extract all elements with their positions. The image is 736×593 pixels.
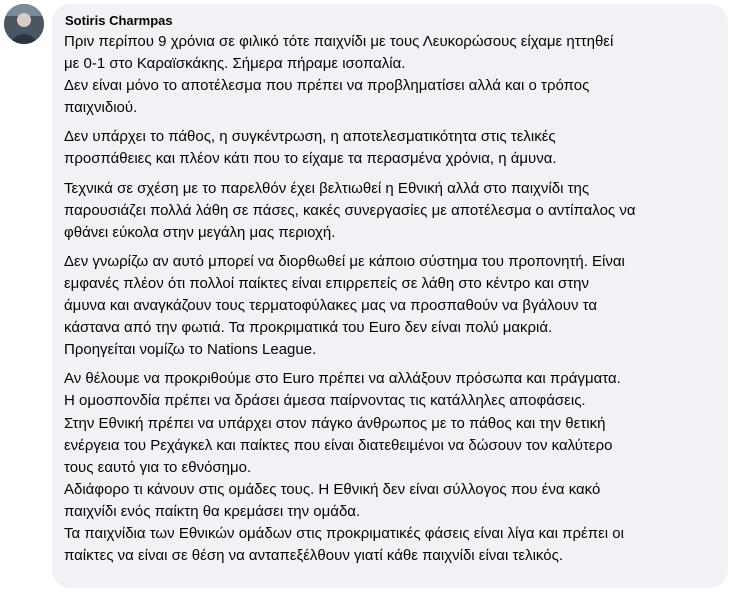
comment-text [64,31,716,567]
comment-line: παρουσιάζει πολλά λάθη σε πάσες, κακές συνεργασίες με αποτέλεσμα ο αντίπαλος να [64,201,636,219]
comment-paragraph [64,31,716,119]
profile-photo-icon [4,4,44,44]
avatar[interactable] [4,4,44,44]
comment-author[interactable]: Sotiris Charmpas [65,13,173,28]
comment-line: εμφανές πλέον ότι πολλοί παίκτες είναι επιρρεπείς σε λάθη στο κέντρο και στην [64,274,590,292]
comment-bubble [52,4,728,588]
comment-line: Προηγείται νομίζω το Nations League. [64,341,317,359]
comment-line: άμυνα και αναγκάζουν τους τερματοφύλακες μας να προσπαθούν να βγάλουν τα [64,297,598,315]
comment-paragraph [64,178,716,244]
comment-line: Στην Εθνική πρέπει να υπάρχει στον πάγκο άνθρωπος με το πάθος και την θετική [64,414,606,432]
comment-line: Τεχνικά σε σχέση με το παρελθόν έχει βελτιωθεί η Εθνική αλλά στο παιχνίδι της [64,179,590,197]
comment-line: κάστανα από την φωτιά. Τα προκριματικά του Euro δεν είναι πολύ μακριά. [64,319,553,337]
comment-line: παιχνίδι ενός παίκτη θα κρεμάσει την ομάδα. [64,502,361,520]
comment-line: προσπάθειες και πλέον κάτι που το είχαμε τα περασμένα χρόνια, η άμυνα. [64,150,557,168]
comment-line: Δεν είναι μόνο το αποτέλεσμα που πρέπει να προβληματίσει αλλά και ο τρόπος [64,77,590,95]
comment-line: Αδιάφορο τι κάνουν στις ομάδες τους. Η Εθνική δεν είναι σύλλογος που ένα κακό [64,480,601,498]
comment-paragraph [64,251,716,361]
comment-paragraph [64,368,716,567]
comment-line: τους εαυτό για το εθνόσημο. [64,458,252,476]
comment-line: ενέργεια του Ρεχάγκελ και παίκτες που είναι διατεθειμένοι να δώσουν τον καλύτερο [64,436,613,454]
comment-line: παιχνιδιού. [64,99,138,117]
comment-line: με 0-1 στο Καραϊσκάκης. Σήμερα πήραμε ισοπαλία. [64,55,406,73]
comment-line: παίκτες να είναι σε θέση να ανταπεξέλθουν γιατί κάθε παιχνίδι είναι τελικός. [64,547,563,565]
comment-line: Η ομοσπονδία πρέπει να δράσει άμεσα παίρνοντας τις κατάλληλες αποφάσεις. [64,392,586,410]
comment-line: Αν θέλουμε να προκριθούμε στο Euro πρέπει να αλλάξουν πρόσωπα και πράγματα. [64,370,621,388]
comment-line: Δεν υπάρχει το πάθος, η συγκέντρωση, η αποτελεσματικότητα στις τελικές [64,128,556,146]
comment-paragraph [64,126,716,170]
comment-line: Δεν γνωρίζω αν αυτό μπορεί να διορθωθεί με κάποιο σύστημα του προπονητή. Είναι [64,252,625,270]
comment-line: Τα παιχνίδια των Εθνικών ομάδων στις προκριματικές φάσεις είναι λίγα και πρέπει οι [64,524,624,542]
comment-line: Πριν περίπου 9 χρόνια σε φιλικό τότε παιχνίδι με τους Λευκορώσους είχαμε ηττηθεί [64,33,614,50]
comment-line: φθάνει εύκολα στην μεγάλη μας περιοχή. [64,223,336,241]
